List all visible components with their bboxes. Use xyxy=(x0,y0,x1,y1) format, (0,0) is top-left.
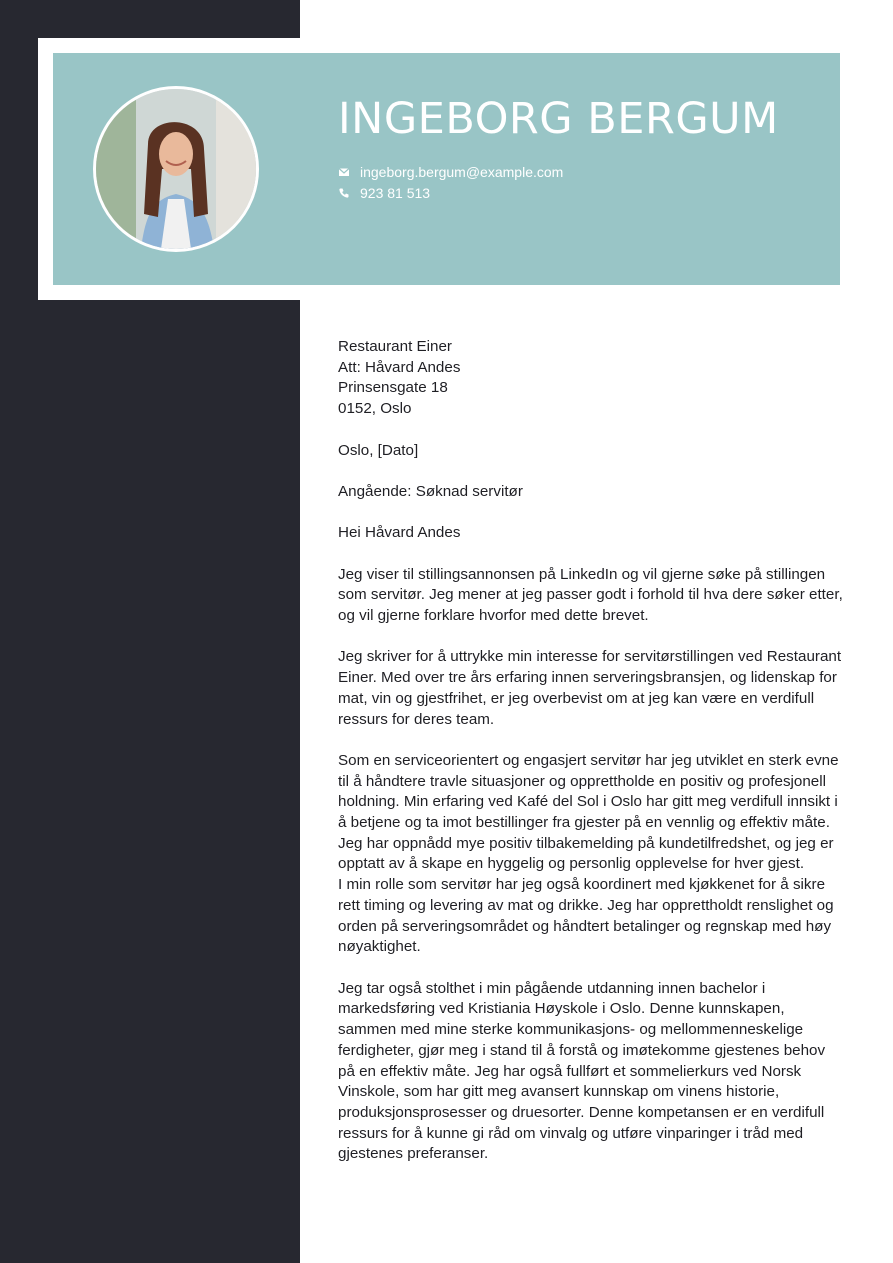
applicant-name: INGEBORG BERGUM xyxy=(338,94,779,144)
paragraph: Jeg viser til stillingsannonsen på LinkedIn og vil gjerne søke på stillingen som servitør. Jeg mener at jeg passer godt i forhold til hva dere søker etter, og vil gjerne forklare hvorfor med dette brevet. xyxy=(338,565,843,625)
paragraph: Jeg tar også stolthet i min pågående utdanning innen bachelor i markedsføring ved Kristiania Høyskole i Oslo. Denne kunnskapen, sammen med mine sterke kommunikasjons- og mellommenneskelige ferdigheter, gjør meg i stand til å forstå og imøtekomme gjestenes behov på en effektiv måte. Jeg har også fullført et sommelierkurs ved Norsk Vinskole, som har gitt meg avansert kunnskap om vinens historie, produksjonsprosesser og druesorter. Denne kompetansen er en verdifull ressurs for å kunne gi råd om vinvalg og utføre vinparinger i tråd med gjestenes preferanser. xyxy=(338,979,826,1163)
contact-phone xyxy=(338,185,430,201)
place-date: Oslo, [Dato] xyxy=(338,441,419,459)
paragraph: Som en serviceorientert og engasjert servitør har jeg utviklet en sterk evne til å håndtere travle situasjoner og opprettholde en positiv og profesjonell holdning. Min erfaring ved Kafé del Sol i Oslo har gitt meg verdifull innsikt i å betjene og ta imot bestillinger fra gjester på en vennlig og effektiv måte. Jeg har oppnådd mye positiv tilbakemelding på kundetilfredshet, og jeg er opptatt av å skape en hyggelig og personlig opplevelse for hver gjest. xyxy=(338,751,839,873)
profile-photo xyxy=(93,86,259,252)
phone-icon xyxy=(338,187,350,199)
contact-email xyxy=(338,164,563,180)
paragraph: I min rolle som servitør har jeg også koordinert med kjøkkenet for å sikre rett timing og levering av mat og drikke. Jeg har opprettholdt renslighet og orden på serveringsområdet og håndtert betalinger og regnskap med høy nøyaktighet. xyxy=(338,876,834,956)
envelope-icon xyxy=(338,166,350,178)
recipient-postal: 0152, Oslo xyxy=(338,400,412,418)
portrait-image xyxy=(96,89,256,249)
recipient-street: Prinsensgate 18 xyxy=(338,379,448,397)
subject-line: Angående: Søknad servitør xyxy=(338,482,523,500)
email-text[interactable]: ingeborg.bergum@example.com xyxy=(360,164,564,180)
greeting: Hei Håvard Andes xyxy=(338,524,461,542)
phone-text[interactable]: 923 81 513 xyxy=(360,185,431,201)
recipient-attention: Att: Håvard Andes xyxy=(338,358,461,376)
letter-body xyxy=(338,337,843,1165)
paragraph: Jeg skriver for å uttrykke min interesse for servitørstillingen ved Restaurant Einer. Med over tre års erfaring innen serveringsbransjen, og lidenskap for mat, vin og gjestfrihet, er jeg overbevist om at jeg kan være en verdifull ressurs for deres team. xyxy=(338,648,842,728)
recipient-company: Restaurant Einer xyxy=(338,338,452,355)
